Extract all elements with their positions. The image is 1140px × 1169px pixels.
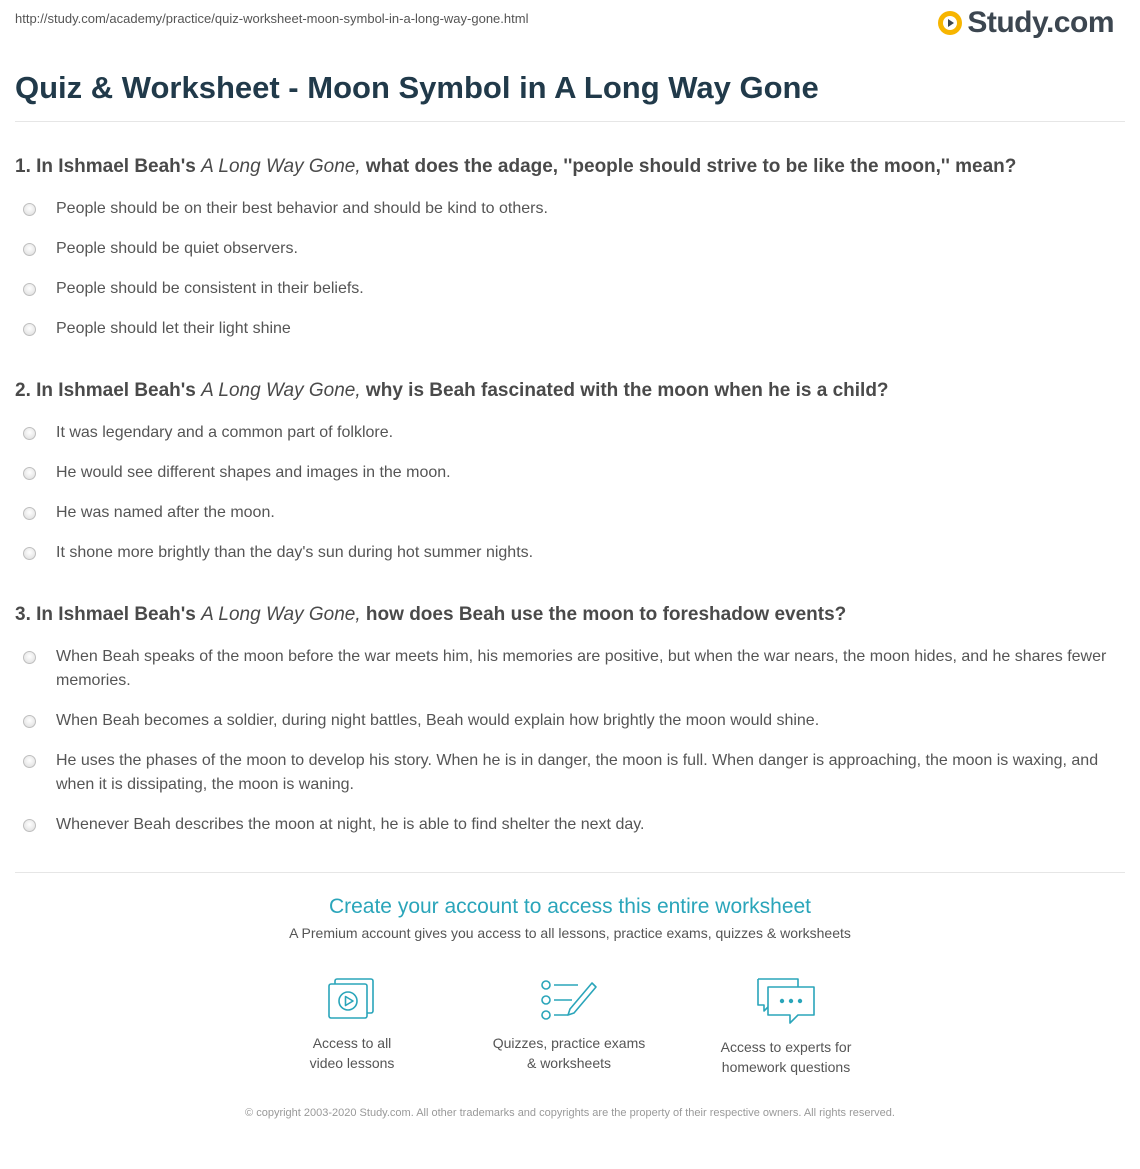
answer-option[interactable]: People should let their light shine <box>15 317 1125 341</box>
title-divider <box>15 121 1125 122</box>
answer-option[interactable]: Whenever Beah describes the moon at night, he is able to find shelter the next day. <box>15 813 1125 837</box>
question-2 <box>15 379 1125 581</box>
video-lessons-icon <box>325 975 379 1023</box>
answer-option[interactable]: He would see different shapes and images in the moon. <box>15 461 1125 485</box>
feature-label: Quizzes, practice exams & worksheets <box>492 1035 646 1071</box>
radio-button[interactable] <box>23 547 36 560</box>
feature-quizzes <box>469 975 669 1073</box>
play-circle-icon <box>937 10 963 36</box>
answer-option[interactable]: People should be quiet observers. <box>15 237 1125 261</box>
question-text: 3. In Ishmael Beah's A Long Way Gone, how does Beah use the moon to foreshadow events? <box>15 604 847 625</box>
radio-button[interactable] <box>23 243 36 256</box>
radio-button[interactable] <box>23 507 36 520</box>
radio-button[interactable] <box>23 203 36 216</box>
question-text: 2. In Ishmael Beah's A Long Way Gone, why is Beah fascinated with the moon when he is a child? <box>15 380 889 401</box>
answer-option[interactable]: It was legendary and a common part of folklore. <box>15 421 1125 445</box>
radio-button[interactable] <box>23 755 36 768</box>
question-3 <box>15 603 1125 853</box>
feature-label: Access to all video lessons <box>309 1035 395 1071</box>
cta-divider <box>15 872 1125 873</box>
cta-title-link[interactable]: Create your account to access this entire worksheet <box>328 895 812 918</box>
answer-option[interactable]: People should be consistent in their beliefs. <box>15 277 1125 301</box>
radio-button[interactable] <box>23 819 36 832</box>
answer-option[interactable]: It shone more brightly than the day's sun during hot summer nights. <box>15 541 1125 565</box>
radio-button[interactable] <box>23 651 36 664</box>
radio-button[interactable] <box>23 323 36 336</box>
radio-button[interactable] <box>23 715 36 728</box>
page-url: http://study.com/academy/practice/quiz-worksheet-moon-symbol-in-a-long-way-gone.html <box>15 11 529 26</box>
study-logo[interactable] <box>937 6 1114 40</box>
signup-cta <box>0 895 1140 941</box>
question-text: 1. In Ishmael Beah's A Long Way Gone, what does the adage, ''people should strive to be like the moon,'' mean? <box>15 156 1017 177</box>
chat-bubbles-icon <box>754 975 818 1027</box>
page-title: Quiz & Worksheet - Moon Symbol in A Long Way Gone <box>15 70 819 105</box>
quiz-list-icon <box>540 975 598 1023</box>
feature-video-lessons <box>252 975 452 1073</box>
answer-option[interactable]: When Beah speaks of the moon before the war meets him, his memories are positive, but when the war nears, the moon hides, and he shares fewer memories. <box>15 645 1125 693</box>
answer-option[interactable]: He uses the phases of the moon to develop his story. When he is in danger, the moon is full. When danger is approaching, the moon is waxing, and when it is dissipating, the moon is waning. <box>15 749 1125 797</box>
question-1 <box>15 155 1125 357</box>
feature-label: Access to experts for homework questions <box>720 1039 852 1075</box>
cta-subtitle: A Premium account gives you access to all lessons, practice exams, quizzes & worksheets <box>289 925 851 941</box>
answer-option[interactable]: He was named after the moon. <box>15 501 1125 525</box>
feature-experts <box>686 975 886 1077</box>
answer-option[interactable]: People should be on their best behavior and should be kind to others. <box>15 197 1125 221</box>
radio-button[interactable] <box>23 283 36 296</box>
answer-option[interactable]: When Beah becomes a soldier, during night battles, Beah would explain how brightly the moon would shine. <box>15 709 1125 733</box>
radio-button[interactable] <box>23 427 36 440</box>
radio-button[interactable] <box>23 467 36 480</box>
logo-text: Study.com <box>967 6 1114 39</box>
footer-copyright: © copyright 2003-2020 Study.com. All other trademarks and copyrights are the property of their respective owners. All rights reserved. <box>245 1107 895 1119</box>
